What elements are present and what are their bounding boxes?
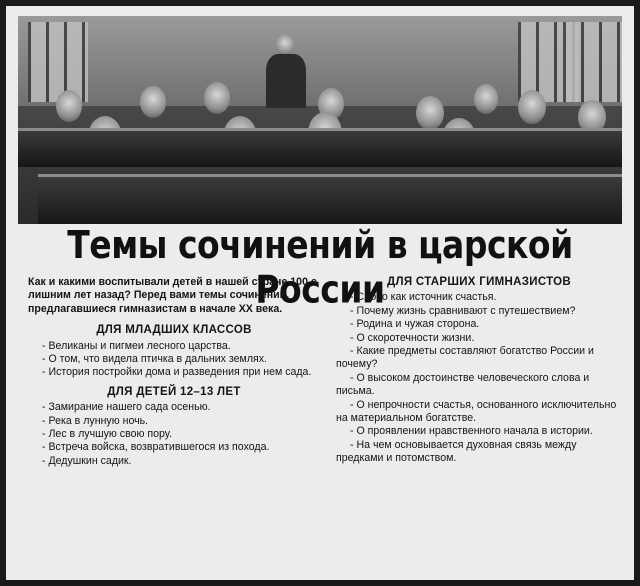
section-heading-kids: ДЛЯ ДЕТЕЙ 12–13 ЛЕТ [107,385,241,398]
list-item: - На чем основывается духовная связь между предками и потомством. [336,438,577,465]
list-item: - Река в лунную ночь. [42,414,149,427]
student-head [474,84,498,114]
list-item: - О проявлении нравственного начала в истории. [350,425,593,438]
list-item: - О скоротечности жизни. [350,331,475,344]
student-head [140,86,166,118]
junior-topic-list [28,340,320,380]
list-item: - Почему жизнь сравнивают с путешествием? [350,304,576,317]
newspaper-clipping [6,6,634,580]
kids-topic-list [28,401,320,468]
senior-topic-list [336,291,622,465]
list-item: - О том, что видела птичка в дальних землях. [42,353,267,366]
right-column [336,276,622,466]
photo-window [563,22,622,102]
list-item: - Какие предметы составляют богатство России и почему? [336,345,594,371]
list-item: - Слово как источник счастья. [350,291,497,304]
list-item: - Замирание нашего сада осенью. [42,401,211,414]
student-head [204,82,230,114]
article-intro: Как и какими воспитывали детей в нашей стране 100 с лишним лет назад? Перед вами темы сочинений, предлагавшиеся гимназистам в начале XX века. [28,276,317,315]
article-title: Темы сочинений в царской России [67,222,573,312]
list-item: - Родина и чужая сторона. [350,318,480,331]
photo-window [28,22,88,102]
left-column [28,276,320,468]
section-heading-senior: ДЛЯ СТАРШИХ ГИМНАЗИСТОВ [386,276,572,288]
list-item: - О непрочности счастья, основанного исключительно на материальном богатстве. [336,398,617,425]
list-item: - О высоком достоинстве человеческого слова и письма. [336,371,590,398]
student-head [56,90,82,122]
desk-row [18,128,622,167]
list-item: - Встреча войска, возвратившегося из похода. [42,441,270,454]
teacher-figure [266,54,306,108]
teacher-head [276,34,294,56]
list-item: - Великаны и пигмеи лесного царства. [42,339,231,352]
list-item: - Дедушкин садик. [42,454,132,467]
section-heading-junior: ДЛЯ МЛАДШИХ КЛАССОВ [96,324,252,337]
list-item: - История постройки дома и разведения при нем сада. [42,366,312,379]
desk-row [38,174,622,224]
list-item: - Лес в лучшую свою пору. [42,428,172,441]
classroom-photo [18,16,622,224]
student-head [518,90,546,124]
student-head [416,96,444,130]
